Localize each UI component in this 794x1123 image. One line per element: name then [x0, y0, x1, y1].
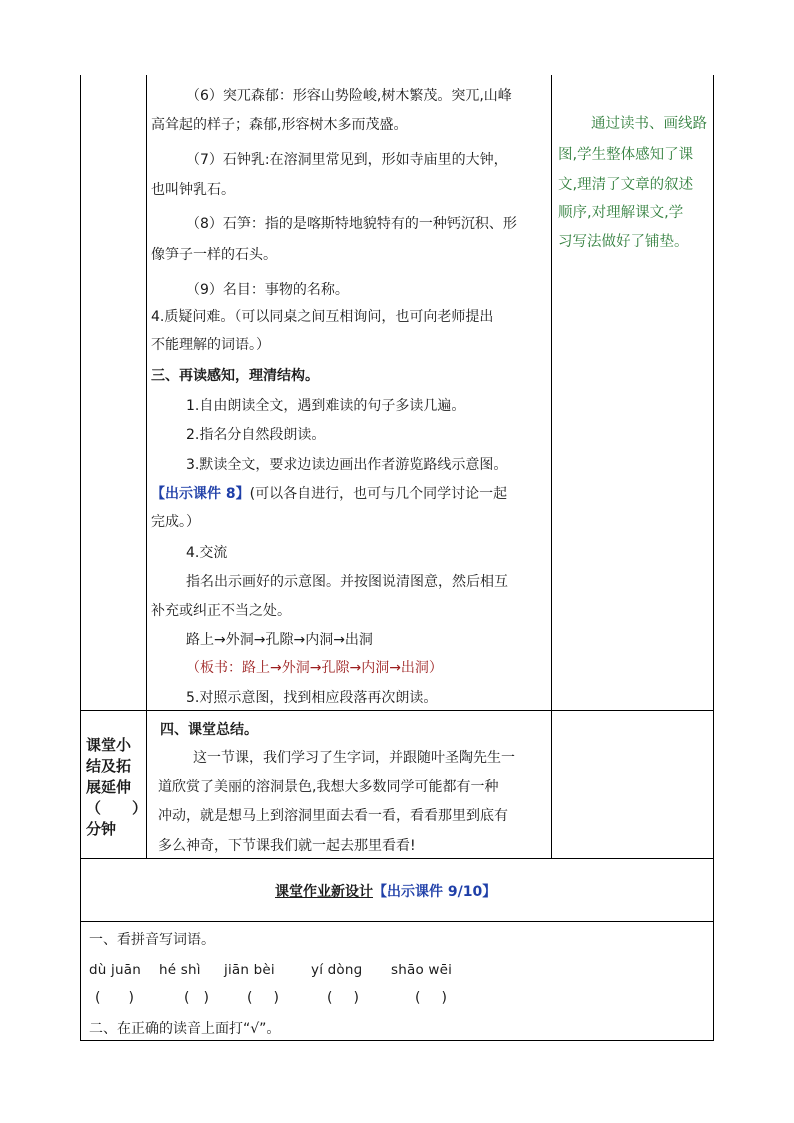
answer-blank[interactable]: ( ): [247, 990, 279, 1006]
answer-blank[interactable]: ( ): [95, 990, 134, 1006]
step-3: 3.默读全文，要求边读边画出作者游览路线示意图。: [186, 457, 508, 473]
column-divider-2: [551, 75, 552, 859]
question-1-heading: 一、看拼音写词语。: [89, 932, 215, 948]
vocab-item-6-line1: （6）突兀森郁：形容山势险峻,树木繁茂。突兀,山峰: [186, 88, 512, 104]
exchange-line2: 补充或纠正不当之处。: [151, 603, 291, 619]
table-left-border: [80, 75, 81, 1041]
homework-title-line: [275, 882, 496, 902]
row-divider-summary: [80, 710, 714, 711]
summary-label-line2: 结及拓: [86, 757, 132, 775]
question-4-line2: 不能理解的词语。）: [151, 337, 270, 353]
summary-line1: 这一节课，我们学习了生字词，并跟随叶圣陶先生一: [193, 750, 515, 766]
courseware-9-10-tag: 【出示课件 9/10】: [373, 884, 497, 900]
pinyin-item: jiān bèi: [224, 962, 275, 978]
design-note-line1: 通过读书、画线路: [591, 116, 707, 132]
route-line: 路上→外洞→孔隙→内洞→出洞: [186, 632, 373, 648]
step-1: 1.自由朗读全文，遇到难读的句子多读几遍。: [186, 398, 466, 414]
column-divider-1: [146, 75, 147, 859]
answer-blank[interactable]: ( ): [184, 990, 209, 1006]
vocab-item-7-line1: （7）石钟乳:在溶洞里常见到，形如寺庙里的大钟，: [186, 152, 508, 168]
pinyin-item: hé shì: [159, 962, 201, 978]
section-3-heading: 三、再读感知，理清结构。: [151, 368, 319, 384]
answer-blank[interactable]: ( ): [327, 990, 359, 1006]
summary-line2: 道欣赏了美丽的溶洞景色,我想大多数同学可能都有一种: [158, 779, 499, 795]
design-note-line2: 图,学生整体感知了课: [558, 147, 694, 163]
vocab-item-7-line2: 也叫钟乳石。: [151, 182, 235, 198]
vocab-item-8-line1: （8）石笋：指的是喀斯特地貌特有的一种钙沉积、形: [186, 216, 517, 232]
summary-line3: 冲动，就是想马上到溶洞里面去看一看，看看那里到底有: [158, 808, 508, 824]
courseware-8-line2: 完成。）: [151, 514, 200, 530]
courseware-8-line: [151, 484, 507, 504]
homework-title: 课堂作业新设计: [275, 884, 373, 900]
question-2-heading: 二、在正确的读音上面打“√”。: [89, 1021, 281, 1037]
design-note-line5: 习写法做好了铺垫。: [558, 234, 689, 250]
summary-label-line1: 课堂小: [86, 736, 132, 754]
board-note: （板书：路上→外洞→孔隙→内洞→出洞）: [186, 660, 443, 676]
row-divider-homework-body: [80, 921, 714, 922]
summary-label-paren-open: （: [86, 799, 102, 817]
design-note-line3: 文,理清了文章的叙述: [558, 177, 694, 193]
row-divider-homework-title: [80, 858, 714, 859]
summary-label-line3: 展延伸: [86, 778, 132, 796]
vocab-item-6-line2: 高耸起的样子；森郁,形容树木多而茂盛。: [151, 117, 408, 133]
vocab-item-9: （9）名目：事物的名称。: [186, 282, 349, 298]
step-5: 5.对照示意图，找到相应段落再次朗读。: [186, 690, 438, 706]
section-4-heading: 四、课堂总结。: [160, 722, 258, 738]
pinyin-item: dù juān: [89, 962, 141, 978]
summary-label-line5: 分钟: [86, 820, 117, 838]
answer-blank[interactable]: ( ): [415, 990, 447, 1006]
courseware-8-tag: 【出示课件 8】: [151, 486, 250, 502]
step-2: 2.指名分自然段朗读。: [186, 427, 326, 443]
summary-label-paren-close: ）: [132, 799, 148, 817]
vocab-item-8-line2: 像笋子一样的石头。: [151, 247, 277, 263]
design-note-line4: 顺序,对理解课文,学: [558, 205, 684, 221]
table-bottom-border: [80, 1040, 714, 1041]
table-right-border: [713, 75, 714, 1041]
pinyin-item: shāo wēi: [391, 962, 453, 978]
question-4-line1: 4.质疑问难。（可以同桌之间互相询问，也可向老师提出: [151, 309, 494, 325]
pinyin-item: yí dònɡ: [311, 962, 363, 978]
summary-line4: 多么神奇，下节课我们就一起去那里看看!: [158, 838, 416, 854]
courseware-8-instruction: (可以各自进行，也可与几个同学讨论一起: [249, 486, 508, 502]
exchange-line1: 指名出示画好的示意图。并按图说清图意，然后相互: [186, 574, 508, 590]
step-4: 4.交流: [186, 545, 228, 561]
